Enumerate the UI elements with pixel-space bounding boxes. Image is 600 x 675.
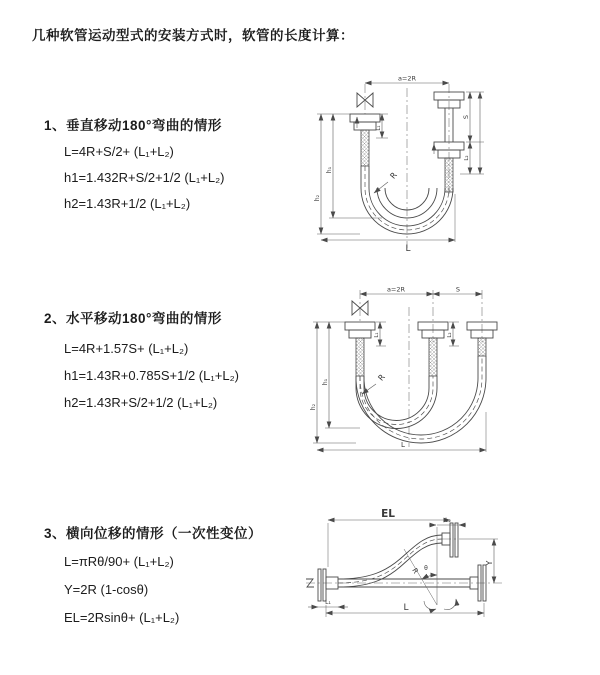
dim-h1-label: h₁ bbox=[326, 166, 333, 174]
formula-line: h2=1.43R+1/2 (L₁+L₂) bbox=[64, 196, 191, 211]
dim-h2-label: h₂ bbox=[314, 194, 321, 202]
hose-u-bend-initial bbox=[356, 376, 437, 429]
hose-u-bend-displaced bbox=[356, 356, 486, 443]
s-curve-hose-displaced bbox=[338, 523, 458, 587]
section-2-heading: 2、水平移动180°弯曲的情形 bbox=[44, 311, 222, 326]
diagram-lateral-displacement bbox=[298, 497, 598, 637]
left-flange-fitting bbox=[318, 569, 338, 601]
dim-l-label: L bbox=[405, 244, 411, 254]
dim-h2-label: h₂ bbox=[310, 403, 317, 411]
centerlines bbox=[360, 290, 482, 447]
formula-line: Y=2R (1-cosθ) bbox=[64, 582, 149, 597]
radius-label: R bbox=[388, 170, 399, 181]
dim-l1-label: L₁ bbox=[325, 599, 331, 606]
section-3-heading: 3、横向位移的情形（一次性变位） bbox=[44, 526, 263, 541]
dim-a2r-label: a=2R bbox=[397, 74, 417, 83]
page-title: 几种软管运动型式的安装方式时，软管的长度计算： bbox=[32, 28, 354, 43]
formula-line: L=4R+S/2+ (L₁+L₂) bbox=[64, 144, 174, 159]
dim-l-label: L bbox=[403, 603, 409, 613]
dim-s-label: S bbox=[462, 114, 470, 120]
angle-construction bbox=[404, 527, 456, 610]
formula-line: L=πRθ/90+ (L₁+L₂) bbox=[64, 554, 174, 569]
formula-line: h1=1.43R+0.785S+1/2 (L₁+L₂) bbox=[64, 368, 239, 383]
dim-el-label: EL bbox=[381, 508, 395, 520]
dim-s-label: S bbox=[455, 285, 461, 294]
dim-l1-label: L₁ bbox=[374, 332, 380, 338]
formula-line: h2=1.43R+S/2+1/2 (L₁+L₂) bbox=[64, 395, 218, 410]
dim-l1-label: L₁ bbox=[376, 125, 382, 131]
formula-line: EL=2Rsinθ+ (L₁+L₂) bbox=[64, 610, 180, 625]
section-3-formulas bbox=[64, 548, 179, 632]
dim-h1-label: h₁ bbox=[322, 378, 329, 386]
radius-label: R bbox=[410, 566, 420, 576]
left-pipe-fitting bbox=[345, 322, 375, 376]
dim-l2-label: L₂ bbox=[447, 332, 453, 338]
left-pipe-fitting bbox=[350, 114, 380, 166]
dimensions bbox=[310, 286, 486, 453]
section-1-heading: 1、垂直移动180°弯曲的情形 bbox=[44, 118, 222, 133]
formula-line: h1=1.432R+S/2+1/2 (L₁+L₂) bbox=[64, 170, 225, 185]
angle-theta-label: θ bbox=[424, 565, 428, 572]
formula-line: L=4R+1.57S+ (L₁+L₂) bbox=[64, 341, 189, 356]
dim-a2r-label: a=2R bbox=[386, 285, 406, 294]
diagram-vertical-180-bend bbox=[312, 70, 597, 270]
dimensions bbox=[308, 508, 498, 617]
dim-l2-label: L₂ bbox=[445, 517, 451, 524]
dimensions bbox=[314, 75, 484, 255]
radius-leader bbox=[374, 170, 399, 193]
radius-label: R bbox=[376, 372, 387, 383]
section-2-formulas bbox=[64, 335, 239, 416]
dim-l-label: L bbox=[401, 441, 405, 449]
dim-l2-label: L₂ bbox=[464, 155, 470, 161]
dim-y-label: Y bbox=[485, 560, 494, 566]
section-1-formulas bbox=[64, 139, 225, 217]
diagram-horizontal-180-bend bbox=[308, 282, 593, 472]
middle-pipe-fitting bbox=[418, 322, 448, 376]
